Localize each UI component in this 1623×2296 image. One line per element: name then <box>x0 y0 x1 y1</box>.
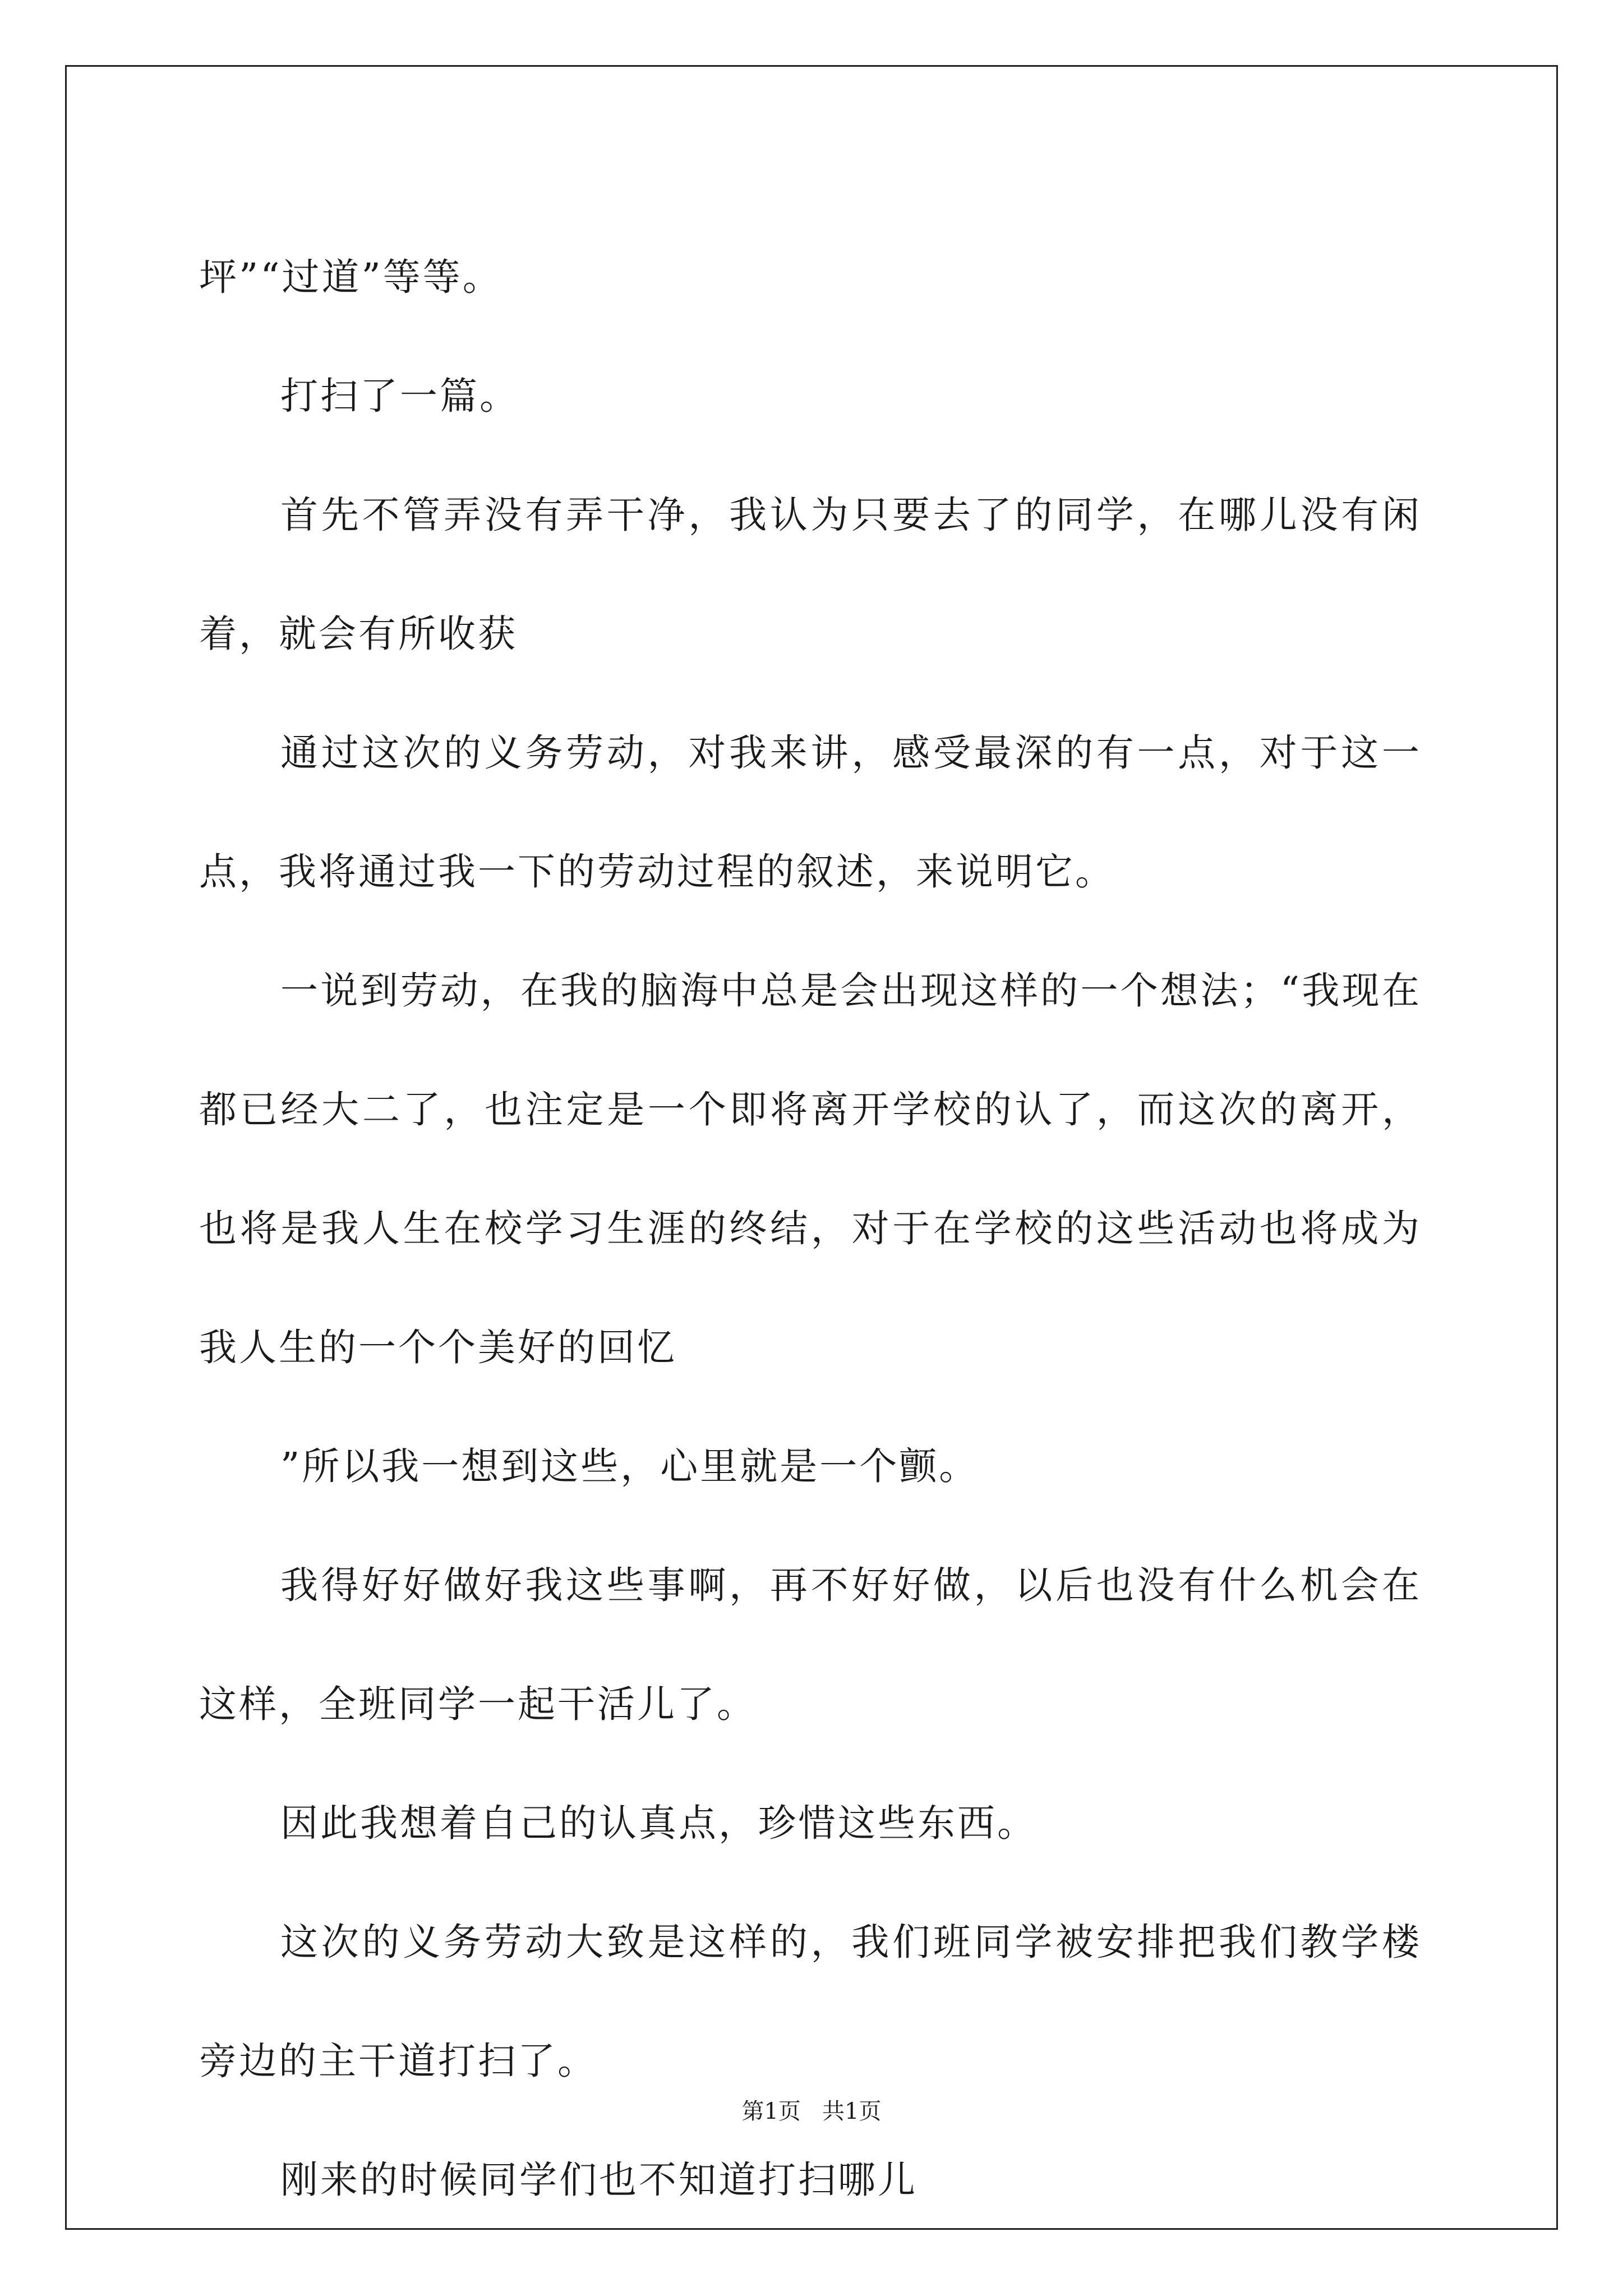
paragraph-10: 刚来的时候同学们也不知道打扫哪儿 <box>280 2158 917 2202</box>
paragraph-5: 一说到劳动，在我的脑海中总是会出现这样的一个想法；“我现在都已经大二了，也注定是一个即将离开学校的认了，而这次的离开，也将是我人生在校学习生涯的终结，对于在学校的这些活动也将成为我人生的一个个美好的回忆 <box>199 969 1422 1369</box>
paragraph-6: ”所以我一想到这些，心里就是一个颤。 <box>280 1444 979 1488</box>
paragraph-4: 通过这次的义务劳动，对我来讲，感受最深的有一点，对于这一点，我将通过我一下的劳动过程的叙述，来说明它。 <box>199 731 1422 894</box>
paragraph-7: 我得好好做好我这些事啊，再不好好做，以后也没有什么机会在这样，全班同学一起干活儿了。 <box>199 1563 1422 1726</box>
paragraph-9: 这次的义务劳动大致是这样的，我们班同学被安排把我们教学楼旁边的主干道打扫了。 <box>199 1920 1422 2083</box>
paragraph-8: 因此我想着自己的认真点，珍惜这些东西。 <box>280 1801 1037 1845</box>
page-number-footer: 第1页 共1页 <box>741 2099 882 2124</box>
paragraph-2: 打扫了一篇。 <box>280 374 519 418</box>
paragraph-3: 首先不管弄没有弄干净，我认为只要去了的同学，在哪儿没有闲着，就会有所收获 <box>199 493 1422 656</box>
document-body <box>199 218 1422 2239</box>
paragraph-1: 坪”“过道”等等。 <box>199 255 502 299</box>
